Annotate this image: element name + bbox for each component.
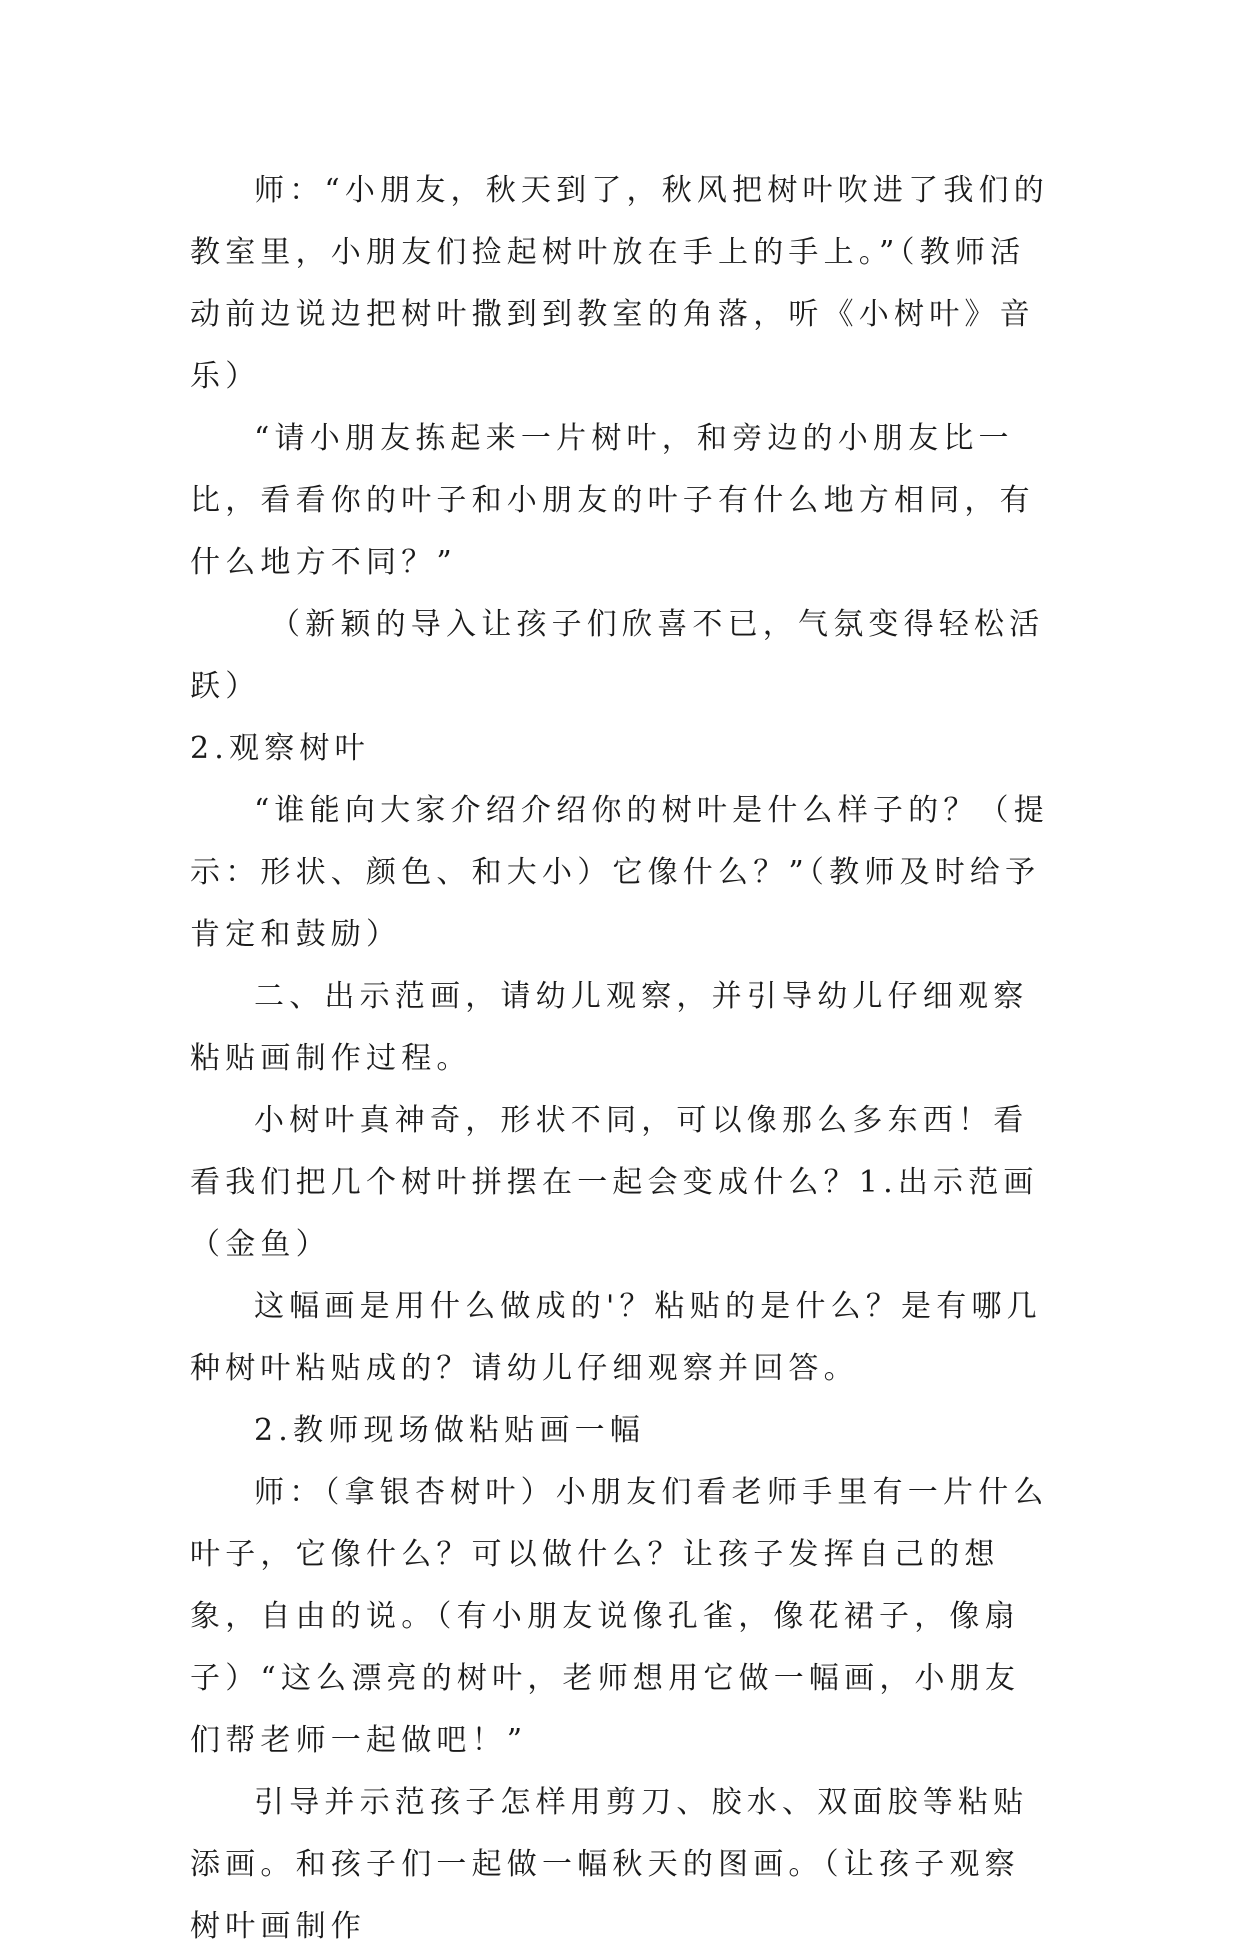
document-body bbox=[190, 160, 1050, 1958]
paragraph-atmosphere-note: （新颖的导入让孩子们欣喜不已，气氛变得轻松活跃） bbox=[190, 607, 1045, 704]
section-heading-show-sample: 二、出示范画，请幼儿观察，并引导幼儿仔细观察粘贴画制作过程。 bbox=[190, 979, 1029, 1076]
paragraph-teacher-intro: 师：“小朋友，秋天到了，秋风把树叶吹进了我们的教室里，小朋友们捡起树叶放在手上的手上。”（教师活动前边说边把树叶撒到到教室的角落，听《小树叶》音乐） bbox=[190, 173, 1049, 394]
paragraph-pick-leaf: “请小朋友拣起来一片树叶，和旁边的小朋友比一比，看看你的叶子和小朋友的叶子有什么地方相同，有什么地方不同？” bbox=[190, 421, 1035, 580]
section-heading-observe-leaves: 2.观察树叶 bbox=[190, 731, 370, 766]
section-heading-teacher-demo: 2.教师现场做粘贴画一幅 bbox=[254, 1413, 646, 1448]
paragraph-leaf-magic: 小树叶真神奇，形状不同，可以像那么多东西！看看我们把几个树叶拼摆在一起会变成什么？1.出示范画（金鱼） bbox=[190, 1103, 1039, 1262]
paragraph-guide-demo: 引导并示范孩子怎样用剪刀、胶水、双面胶等粘贴添画。和孩子们一起做一幅秋天的图画。（让孩子观察树叶画制作 bbox=[190, 1785, 1029, 1944]
paragraph-ginkgo-leaf: 师：（拿银杏树叶）小朋友们看老师手里有一片什么叶子，它像什么？可以做什么？让孩子发挥自己的想象，自由的说。（有小朋友说像孔雀，像花裙子，像扇子）“这么漂亮的树叶，老师想用它做一幅画，小朋友们帮老师一起做吧！” bbox=[190, 1475, 1049, 1758]
paragraph-introduce-leaf: “谁能向大家介绍介绍你的树叶是什么样子的？（提示：形状、颜色、和大小）它像什么？”（教师及时给予肯定和鼓励） bbox=[190, 793, 1049, 952]
paragraph-sample-questions: 这幅画是用什么做成的'？粘贴的是什么？是有哪几种树叶粘贴成的？请幼儿仔细观察并回答。 bbox=[190, 1289, 1042, 1386]
